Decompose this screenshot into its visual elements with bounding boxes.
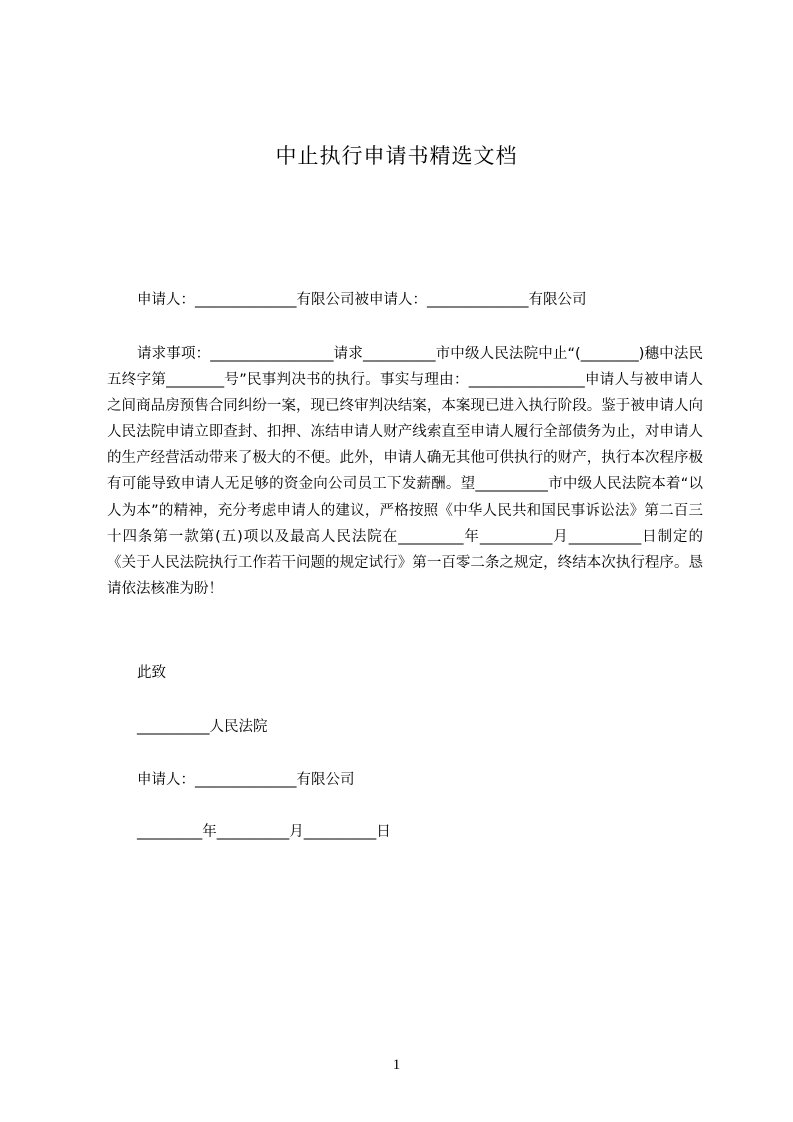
date-line: _________年__________月__________日 bbox=[137, 824, 391, 840]
closing-salutation: 此致 bbox=[137, 665, 166, 681]
applicant-signature-line: 申请人：______________有限公司 bbox=[137, 772, 355, 788]
request-body-paragraph: 请求事项：_________________请求__________市中级人民法院中止“(________)穗中法民五终字第________号”民事判决书的执行。事实与理由：________________申请人与被申请人之间商品房预售合同纠纷一案，现已终审判决结案，本案现已进入执行阶段。鉴于被申请人向人民法院申请立即查封、扣押、冻结申请人财产线索直至申请人履行全部债务为止，对申请人的生产经营活动带来了极大的不便。此外，申请人确无其他可供执行的财产，执行本次程序极有可能导致申请人无足够的资金向公司员工下发薪酬。望__________市中级人民法院本着“以人为本”的精神，充分考虑申请人的建议，严格按照《中华人民共和国民事诉讼法》第二百三十四条第一款第(五)项以及最高人民法院在_________年__________月__________日制定的《关于人民法院执行工作若干问题的规定试行》第一百零二条之规定，终结本次执行程序。恳请依法核准为盼！ bbox=[107, 346, 703, 597]
court-name-line: __________人民法院 bbox=[137, 719, 268, 735]
parties-line: 申请人：______________有限公司被申请人：______________有限公司 bbox=[137, 292, 587, 308]
document-title: 中止执行申请书精选文档 bbox=[275, 144, 518, 168]
page-number: 1 bbox=[392, 1057, 401, 1073]
